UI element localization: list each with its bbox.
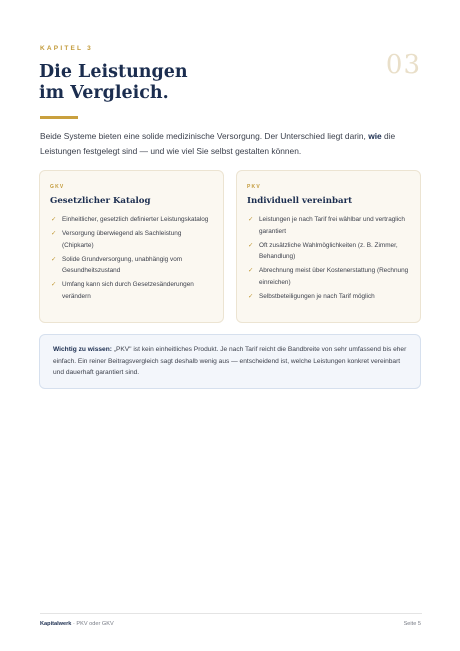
chapter-number: 03 [385, 50, 421, 80]
title-line-2: im Vergleich. [39, 83, 169, 103]
list-item-text: Oft zusätzliche Wahlmöglichkeiten (z. B. Zimmer, Behandlung) [259, 241, 398, 260]
pkv-list [247, 214, 410, 302]
list-item [247, 214, 410, 237]
list-item-text: Umfang kann sich durch Gesetzesänderungen verändern [62, 281, 194, 300]
footer-divider [40, 613, 422, 614]
note-text: „PKV" ist kein einheitliches Produkt. Je nach Tarif reicht die Bandbreite von sehr umfassend bis eher einfach. Ein reiner Beitragsvergleich sagt deshalb wenig aus — entscheidend ist, welche Leistungen konkret vereinbart und dauerhaft garantiert sind. [53, 346, 407, 377]
gkv-card [39, 170, 224, 323]
title-line-1: Die Leistungen [39, 62, 188, 82]
list-item [50, 254, 213, 277]
note-label: Wichtig zu wissen: [53, 346, 112, 353]
check-icon: ✓ [248, 267, 254, 274]
list-item [50, 228, 213, 251]
intro-text-1: Beide Systeme bieten eine solide medizinische Versorgung. Der Unterschied liegt darin, [40, 131, 369, 141]
title-underline [40, 116, 78, 119]
list-item [50, 279, 213, 302]
list-item [247, 240, 410, 263]
page-number: Seite 5 [403, 621, 421, 627]
check-icon: ✓ [51, 255, 57, 263]
pkv-tag: PKV [247, 184, 261, 190]
pkv-card [236, 170, 421, 323]
gkv-tag: GKV [50, 184, 65, 190]
page-title [39, 62, 339, 104]
list-item-text: Einheitlicher, gesetzlich definierter Leistungskatalog [62, 216, 209, 223]
check-icon: ✓ [51, 216, 57, 223]
chapter-kicker: KAPITEL 3 [40, 45, 93, 52]
check-icon: ✓ [51, 230, 57, 237]
list-item-text: Abrechnung meist über Kostenerstattung (Rechnung einreichen) [259, 267, 409, 286]
pkv-card-title: Individuell vereinbart [247, 196, 353, 206]
footer-brand [40, 621, 114, 627]
list-item-text: Versorgung überwiegend als Sachleistung (Chipkarte) [62, 230, 182, 249]
list-item [247, 265, 410, 288]
gkv-card-title: Gesetzlicher Katalog [50, 196, 151, 206]
footer-subtitle: · PKV oder GKV [71, 621, 114, 627]
check-icon: ✓ [248, 241, 254, 249]
list-item [50, 214, 213, 226]
check-icon: ✓ [248, 216, 254, 223]
list-item-text: Leistungen je nach Tarif frei wählbar und vertraglich garantiert [259, 216, 405, 235]
list-item-text: Solide Grundversorgung, unabhängig vom Gesundheitszustand [62, 255, 183, 274]
check-icon: ✓ [248, 292, 254, 300]
intro-paragraph [40, 129, 422, 159]
list-item [247, 291, 410, 303]
intro-text-2: die Leistungen festgelegt sind — und wie viel Sie selbst gestalten können. [40, 131, 396, 156]
list-item-text: Selbstbeteiligungen je nach Tarif möglich [259, 292, 375, 300]
brand-name: Kapitalwerk [40, 621, 72, 627]
intro-emphasis: wie [368, 131, 382, 141]
info-note [39, 334, 421, 389]
gkv-list [50, 214, 213, 302]
check-icon: ✓ [51, 281, 57, 288]
